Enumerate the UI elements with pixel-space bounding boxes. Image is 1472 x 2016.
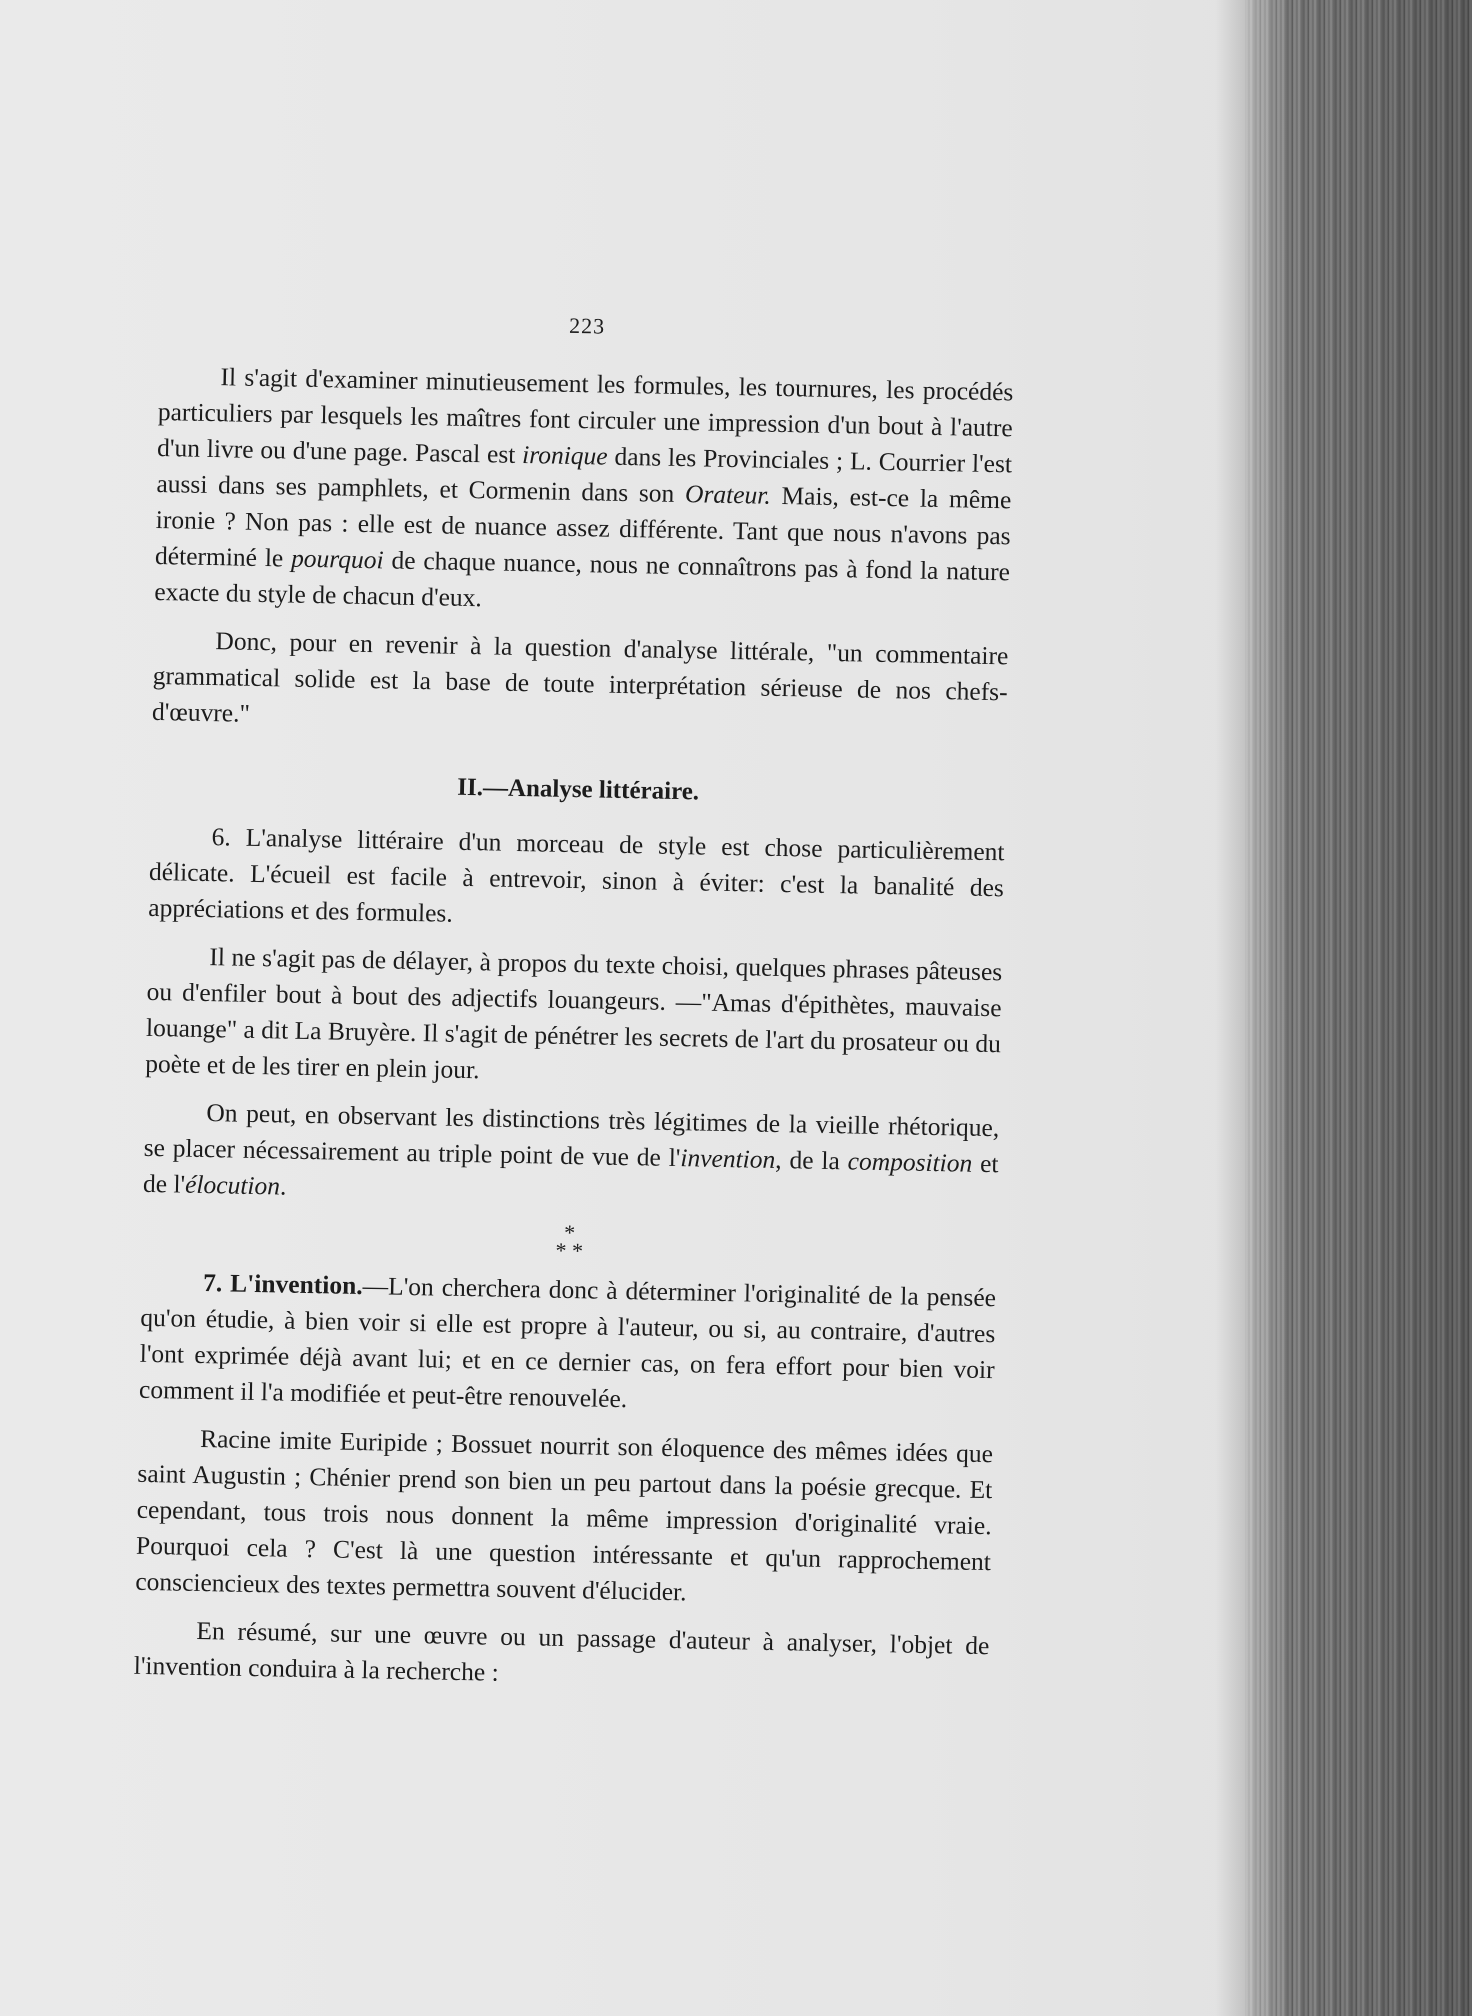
text-run: En résumé, sur une œuvre ou un passage d'auteur à analyser, l'objet de l'invention conduira à la recherche : xyxy=(133,1615,990,1687)
text-run: —L'on cherchera donc à déterminer l'originalité de la pensée qu'on étudie, à bien voir si elle est propre à l'auteur, ou si, au contraire, d'autres l'ont exprimée déjà avant lui; et en ce dernier cas, on fera effort pour bien voir comment il l'a modifiée et peut-être renouvelée. xyxy=(138,1271,997,1414)
book-fore-edge xyxy=(1245,0,1472,2016)
text-run: , de la xyxy=(775,1144,848,1176)
italic-term: élocution xyxy=(184,1169,281,1201)
paragraph xyxy=(148,818,1005,942)
italic-term: ironique xyxy=(521,439,608,471)
paragraph xyxy=(145,938,1003,1098)
text-run: . xyxy=(279,1171,287,1201)
asterism-divider: * * * xyxy=(555,1219,584,1264)
text-run: et de l' xyxy=(142,1148,999,1199)
italic-term: Orateur. xyxy=(684,479,772,510)
text-run: Donc, pour en revenir à la question d'analyse littérale, "un commentaire grammatical solide est la base de toute interprétation sérieuse de nos chefs-d'œuvre." xyxy=(151,626,1009,728)
paragraph xyxy=(139,1264,997,1424)
page-number: 223 xyxy=(568,312,606,339)
text-run: Il ne s'agit pas de délayer, à propos du texte choisi, quelques phrases pâteuses ou d'enfiler bout à bout des adjectifs louangeurs. —"Amas d'épithètes, mauvaise louange" a dit La Bruyère. Il s'agit de pénétrer les secrets de l'art du prosateur ou du poète et de les tirer en plein jour. xyxy=(145,942,1003,1085)
page-text-block xyxy=(133,300,1015,1712)
text-run: de chaque nuance, nous ne connaîtrons pas à fond la nature exacte du style de chacun d'eux. xyxy=(154,545,1011,613)
text-run: dans les Provinciales ; L. Courrier l'est aussi dans ses pamphlets, et Cormenin dans son xyxy=(156,441,1013,509)
paragraph xyxy=(143,1094,1000,1218)
paragraphs-after-asterism xyxy=(133,1264,996,1700)
text-run: Racine imite Euripide ; Bossuet nourrit son éloquence des mêmes idées que saint Augustin ; Chénier prend son bien un peu partout dans la poésie grecque. Et cependant, tous trois nous donnent la même impression d'originalité vraie. Pourquoi cela ? C'est là une question intéressante et qu'un rapprochement consciencieux des textes permettra souvent d'élucider. xyxy=(135,1423,994,1607)
paragraph xyxy=(133,1612,989,1700)
text-run: Mais, est-ce la même ironie ? Non pas : elle est de nuance assez différente. Tant que nous n'avons pas déterminé le xyxy=(154,480,1012,573)
paragraph xyxy=(152,622,1009,746)
paragraphs-before-heading xyxy=(152,358,1014,746)
text-run: On peut, en observant les distinctions très légitimes de la vieille rhétorique, se placer nécessairement au triple point de vue de l' xyxy=(143,1098,1000,1173)
italic-term: invention xyxy=(680,1143,776,1174)
paragraphs-after-heading xyxy=(143,818,1005,1218)
text-run: 6. L'analyse littéraire d'un morceau de style est chose particulièrement délicate. L'écueil est facile à entrevoir, sinon à éviter: c'est la banalité des appréciations et des formules. xyxy=(148,822,1005,928)
italic-term: pourquoi xyxy=(290,543,384,575)
paragraph xyxy=(154,358,1014,626)
paragraph xyxy=(135,1420,993,1616)
italic-term: composition xyxy=(847,1146,973,1178)
section-heading: II.—Analyse littéraire. xyxy=(457,773,700,806)
text-run: Il s'agit d'examiner minutieusement les formules, les tournures, les procédés particuliers par lesquels les maîtres font circuler une impression d'un bout à l'autre d'un livre ou d'une page. Pascal est xyxy=(156,362,1014,469)
subsection-title: 7. L'invention. xyxy=(202,1268,363,1301)
